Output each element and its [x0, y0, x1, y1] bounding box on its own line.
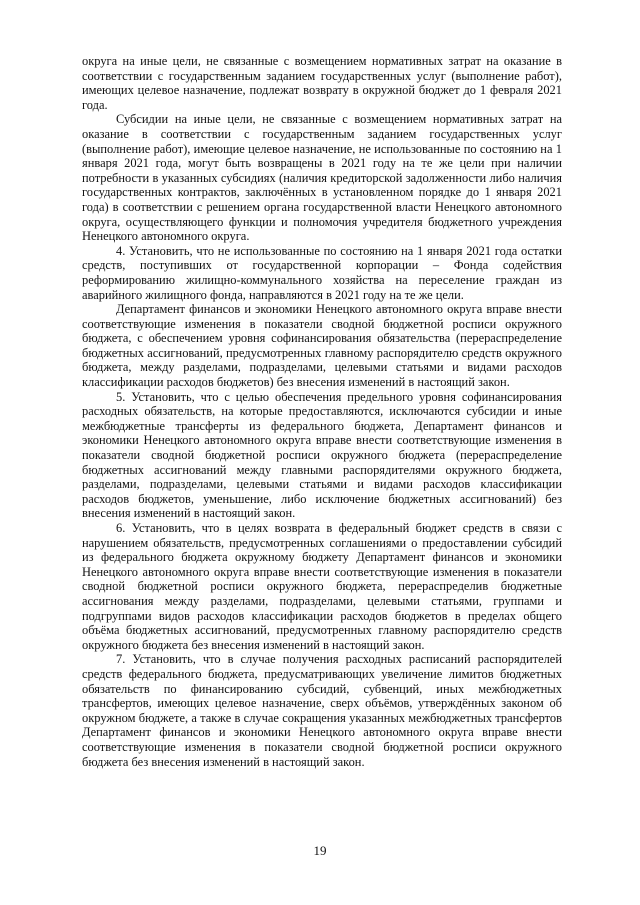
paragraph-item-4: 4. Установить, что не использованные по состоянию на 1 января 2021 года остатки средств, поступивших от государственной корпорации – Фонда содействия реформированию жилищно-коммунального хозяйства на переселение граждан из аварийного жилищного фонда, направляются в 2021 году на те же цели.: [82, 243, 562, 302]
paragraph-subsidies: Субсидии на иные цели, не связанные с возмещением нормативных затрат на оказание в соответствии с государственным заданием государственных услуг (выполнение работ), имеющие целевое назначение, не использованные по состоянию на 1 января 2021 года, могут быть возвращены в 2021 году на те же цели при наличии потребности в указанных субсидиях (наличия кредиторской задолженности либо наличия государственных контрактов, заключённых в установленном порядке до 1 января 2021 года) в соответствии с решением органа государственной власти Ненецкого автономного округа, осуществляющего функции и полномочия учредителя бюджетного учреждения Ненецкого автономного округа.: [82, 112, 562, 244]
paragraph-item-6: 6. Установить, что в целях возврата в федеральный бюджет средств в связи с нарушением обязательств, предусмотренных соглашениями о предоставлении субсидий из федерального бюджета окружному бюджету Департамент финансов и экономики Ненецкого автономного округа вправе внести соответствующие изменения в показатели сводной бюджетной росписи окружного бюджета, перераспределив бюджетные ассигнования между разделами, подразделами, целевыми статьями, группами и подгруппами видов расходов классификации расходов бюджетов в пределах общего объёма бюджетных ассигнований, предусмотренных главному распорядителю средств окружного бюджета без внесения изменений в настоящий закон.: [82, 521, 562, 652]
paragraph-continuation: округа на иные цели, не связанные с возмещением нормативных затрат на оказание в соответствии с государственным заданием государственных услуг (выполнение работ), имеющих целевое назначение, подлежат возврату в окружной бюджет до 1 февраля 2021 года.: [82, 54, 562, 112]
paragraph-item-7: 7. Установить, что в случае получения расходных расписаний распорядителей средств федерального бюджета, предусматривающих увеличение лимитов бюджетных обязательств по финансированию субсидий, субвенций, иных межбюджетных трансфертов, имеющих целевое назначение, сверх объёмов, утверждённых законом об окружном бюджете, а также в случае сокращения указанных межбюджетных трансфертов Департамент финансов и экономики Ненецкого автономного округа вправе внести соответствующие изменения в показатели сводной бюджетной росписи окружного бюджета без внесения изменений в настоящий закон.: [82, 652, 562, 769]
paragraph-department-finance: Департамент финансов и экономики Ненецкого автономного округа вправе внести соответствующие изменения в показатели сводной бюджетной росписи окружного бюджета, с обеспечением уровня софинансирования обязательства (перераспределение бюджетных ассигнований, предусмотренных главному распорядителю средств окружного бюджета, между разделами, подразделами, целевыми статьями и видами расходов классификации расходов бюджетов) без внесения изменений в настоящий закон.: [82, 302, 562, 390]
paragraph-item-5: 5. Установить, что с целью обеспечения предельного уровня софинансирования расходных обязательств, на которые предоставляются, исключаются субсидии и иные межбюджетные трансферты из федерального бюджета, Департамент финансов и экономики Ненецкого автономного округа вправе внести соответствующие изменения в показатели сводной бюджетной росписи окружного бюджета (перераспределение бюджетных ассигнований между главными распорядителями окружного бюджета, разделами, подразделами, целевыми статьями и видами расходов классификации расходов бюджетов, уменьшение, либо исключение бюджетных ассигнований) без внесения изменений в настоящий закон.: [82, 389, 562, 521]
page-number: 19: [313, 843, 327, 858]
document-body: [82, 54, 562, 769]
